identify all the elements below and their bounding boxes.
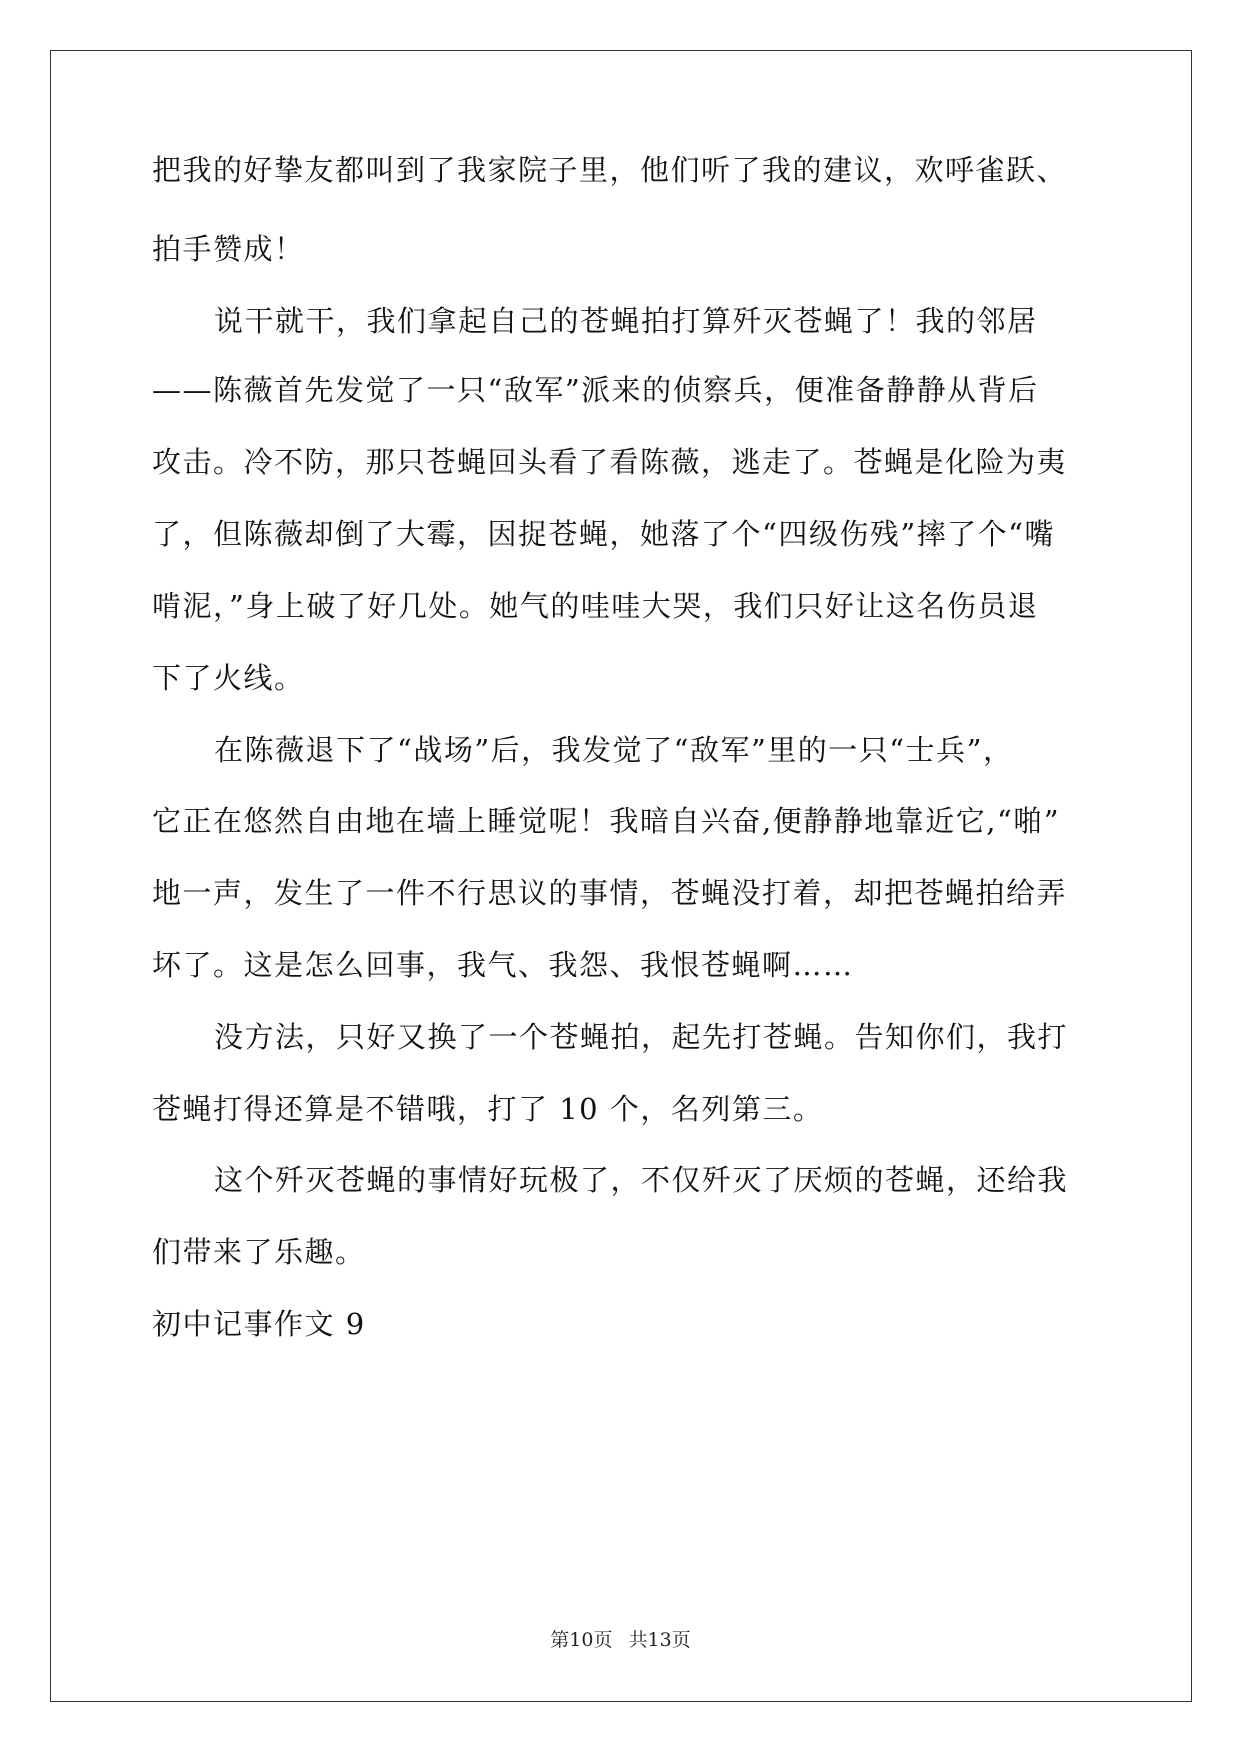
text-line: 坏了。这是怎么回事，我气、我怨、我恨苍蝇啊…… xyxy=(152,948,854,982)
text-line: 把我的好挚友都叫到了我家院子里，他们听了我的建议，欢呼雀跃、 xyxy=(152,153,1068,187)
text-line: ——陈薇首先发觉了一只“敌军”派来的侦察兵，便准备静静从背后 xyxy=(152,373,1039,407)
text-line: 攻击。冷不防，那只苍蝇回头看了看陈薇，逃走了。苍蝇是化险为夷 xyxy=(152,445,1068,479)
text-line: 了，但陈薇却倒了大霉，因捉苍蝇，她落了个“四级伤残”摔了个“嘴 xyxy=(152,517,1055,551)
paragraph-start: 说干就干，我们拿起自己的苍蝇拍打算歼灭苍蝇了！我的邻居 xyxy=(214,304,1038,338)
page-number: 第10页 xyxy=(550,1629,613,1651)
paragraph-start: 在陈薇退下了“战场”后，我发觉了“敌军”里的一只“士兵”， xyxy=(214,733,1014,767)
section-heading: 初中记事作文 9 xyxy=(152,1307,366,1341)
text-line: 它正在悠然自由地在墙上睡觉呢！我暗自兴奋,便静静地靠近它,“啪” xyxy=(152,804,1061,838)
page-total: 共13页 xyxy=(628,1629,691,1651)
text-line: 拍手赞成！ xyxy=(152,232,305,266)
text-line: 们带来了乐趣。 xyxy=(152,1235,366,1269)
paragraph-start: 没方法，只好又换了一个苍蝇拍，起先打苍蝇。告知你们，我打 xyxy=(214,1020,1069,1054)
page-footer xyxy=(0,1628,1241,1652)
text-line: 苍蝇打得还算是不错哦，打了 10 个，名列第三。 xyxy=(152,1092,824,1126)
paragraph-start: 这个歼灭苍蝇的事情好玩极了，不仅歼灭了厌烦的苍蝇，还给我 xyxy=(214,1163,1069,1197)
text-line: 地一声，发生了一件不行思议的事情，苍蝇没打着，却把苍蝇拍给弄 xyxy=(152,876,1068,910)
text-line: 啃泥，”身上破了好几处。她气的哇哇大哭，我们只好让这名伤员退 xyxy=(152,589,1039,623)
text-line: 下了火线。 xyxy=(152,661,305,695)
